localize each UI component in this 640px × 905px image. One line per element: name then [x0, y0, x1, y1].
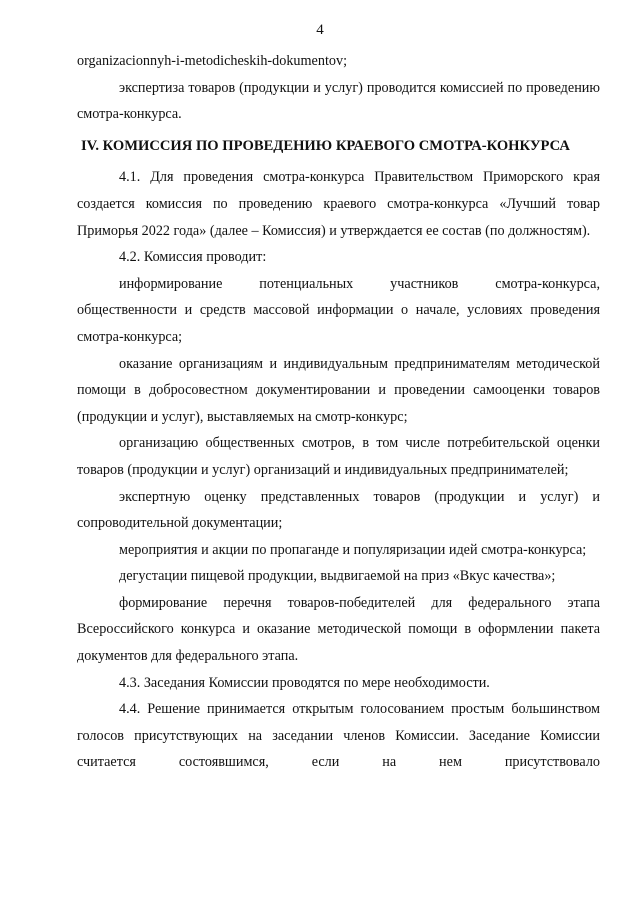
list-item-winners-list: формирование перечня товаров-победителей для федерального этапа Всероссийского конкурса и оказание методической помощи в оформлении пакета документов для федерального этапа. [77, 594, 600, 665]
paragraph-4-3: 4.3. Заседания Комиссии проводятся по мере необходимости. [119, 674, 490, 691]
paragraph-4-1: 4.1. Для проведения смотра-конкурса Правительством Приморского края создается комиссия по проведению краевого смотра-конкурса «Лучший товар Приморья 2022 года» (далее – Комиссия) и утверждается ее состав (по должностям). [77, 169, 600, 239]
paragraph-expertise: экспертиза товаров (продукции и услуг) проводится комиссией по проведению смотра-конкурса. [77, 79, 600, 123]
list-item-expert-evaluation: экспертную оценку представленных товаров (продукции и услуг) и сопроводительной документации; [77, 488, 600, 532]
list-item-methodical-help: оказание организациям и индивидуальным предпринимателям методической помощи в добросовестном документировании и проведении самооценки товаров (продукции и услуг), выставляемых на смотр-конкурс; [77, 355, 600, 425]
paragraph-4-4: 4.4. Решение принимается открытым голосованием простым большинством голосов присутствующих на заседании членов Комиссии. Заседание Комиссии считается состоявшимся, если на нем присутствовало [77, 701, 600, 771]
list-item-tasting: дегустации пищевой продукции, выдвигаемой на приз «Вкус качества»; [119, 568, 556, 585]
section-heading: IV. КОМИССИЯ ПО ПРОВЕДЕНИЮ КРАЕВОГО СМОТРА-КОНКУРСА [81, 137, 570, 154]
paragraph-url-fragment: organizacionnyh-i-metodicheskih-dokumentov; [77, 53, 348, 69]
list-item-public-reviews: организацию общественных смотров, в том числе потребительской оценки товаров (продукции и услуг) организаций и индивидуальных предпринимателей; [77, 435, 600, 478]
list-item-promotion: мероприятия и акции по пропаганде и популяризации идей смотра-конкурса; [119, 541, 587, 558]
list-item-informing: информирование потенциальных участников смотра-конкурса, общественности и средств массовой информации о начале, условиях проведения смотра-конкурса; [77, 275, 600, 345]
page-number: 4 [316, 22, 324, 38]
paragraph-4-2: 4.2. Комиссия проводит: [119, 249, 267, 266]
document-body [77, 48, 600, 776]
